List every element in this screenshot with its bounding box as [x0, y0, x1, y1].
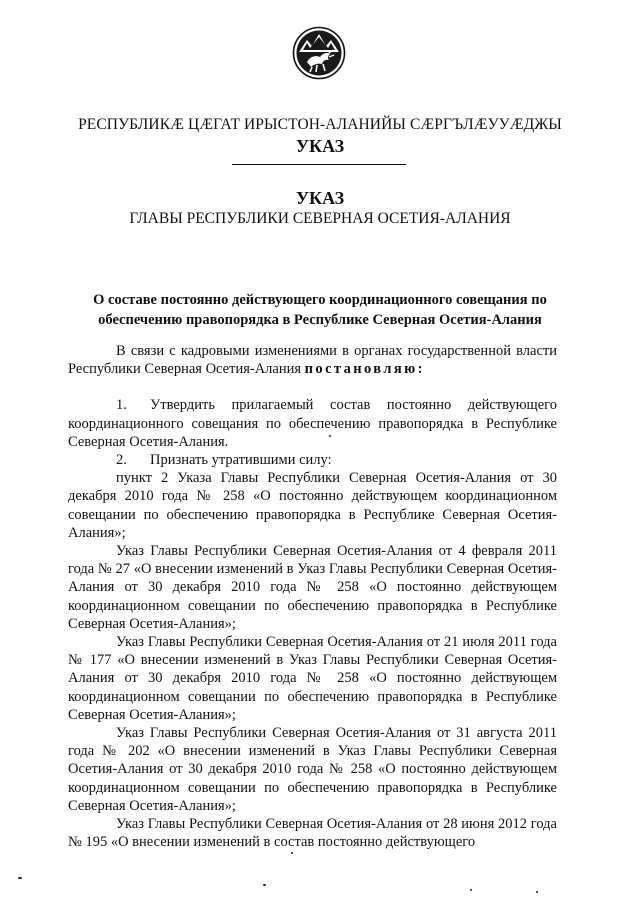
- invalidated-act: Указ Главы Республики Северная Осетия-Алания от 31 августа 2011 года № 202 «О внесении изменений в Указ Главы Республики Северная Осетия-Алания от 30 декабря 2010 года № 258 «О постоянно действующем координационном совещании по обеспечению правопорядка в Республике Северная Осетия-Алания»;: [68, 725, 557, 814]
- decree-title-russian: УКАЗ: [295, 188, 345, 208]
- scan-speck: [18, 877, 22, 879]
- republic-head-russian: ГЛАВЫ РЕСПУБЛИКИ СЕВЕРНАЯ ОСЕТИЯ-АЛАНИЯ: [129, 210, 511, 227]
- decree-body: [68, 342, 557, 851]
- clause-text: Признать утратившими силу:: [150, 452, 332, 469]
- preamble: [68, 342, 557, 378]
- decree-subject: [60, 290, 580, 330]
- clause-text: Утвердить прилагаемый состав постоянно действующего координационного совещания по обеспечению правопорядка в Республике Северная Осетия-Алания.: [68, 397, 557, 450]
- coat-of-arms-icon: [292, 26, 346, 80]
- decree-subject-line: обеспечению правопорядка в Республике Северная Осетия-Алания: [98, 312, 542, 328]
- invalidated-act: Указ Главы Республики Северная Осетия-Алания от 28 июня 2012 года № 195 «О внесении изменений в состав постоянно действующего: [68, 816, 557, 851]
- header-divider: [232, 164, 406, 165]
- republic-head-ossetian: РЕСПУБЛИКӔ ЦӔГАТ ИРЫСТОН-АЛАНИЙЫ СӔРГЪЛӔУУӔДЖЫ: [78, 116, 562, 133]
- scan-speck: [291, 852, 293, 854]
- clause-number: 1.: [116, 397, 127, 414]
- clause-number: 2.: [116, 452, 127, 469]
- invalidated-act: пункт 2 Указа Главы Республики Северная Осетия-Алания от 30 декабря 2010 года № 258 «О постоянно действующем координационном совещании по обеспечению правопорядка в Республике Северная Осетия-Алания»;: [68, 470, 557, 541]
- scan-speck: [470, 889, 472, 891]
- clause-2: [68, 451, 557, 469]
- scan-speck: [329, 435, 331, 437]
- decree-subject-line: О составе постоянно действующего координационного совещания по: [93, 292, 547, 308]
- clause-1: [68, 396, 557, 451]
- invalidated-act: Указ Главы Республики Северная Осетия-Алания от 21 июля 2011 года № 177 «О внесении изменений в Указ Главы Республики Северная Осетия-Алания от 30 декабря 2010 года № 258 «О постоянно действующем координационном совещании по обеспечению правопорядка в Республике Северная Осетия-Алания»;: [68, 634, 557, 723]
- scan-speck: [263, 884, 266, 886]
- decree-word: постановляю:: [304, 361, 425, 378]
- invalidated-act: Указ Главы Республики Северная Осетия-Алания от 4 февраля 2011 года № 27 «О внесении изменений в Указ Главы Республики Северная Осетия-Алания от 30 декабря 2010 года № 258 «О постоянно действующем координационном совещании по обеспечению правопорядка в Республике Северная Осетия-Алания»;: [68, 543, 557, 632]
- decree-title-ossetian: УКАЗ: [295, 136, 345, 156]
- scan-speck: [536, 891, 538, 893]
- preamble-text: В связи с кадровыми изменениями в органах государственной власти Республики Северная Осетия-Алания: [68, 343, 557, 378]
